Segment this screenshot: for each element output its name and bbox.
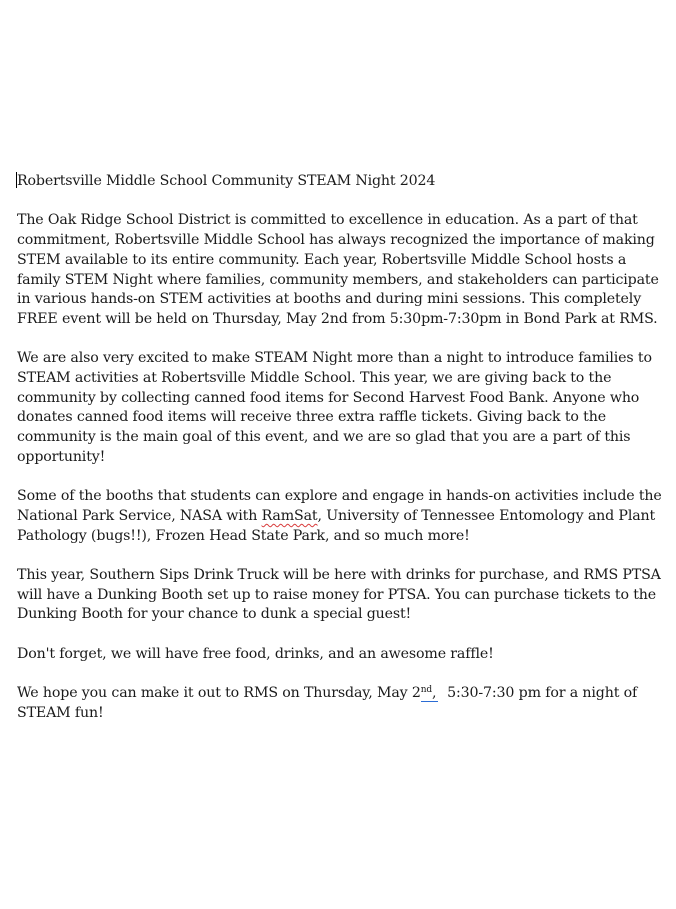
spelling-error-word[interactable]: RamSat bbox=[261, 507, 318, 524]
paragraph-free-food: Don't forget, we will have free food, drinks, and an awesome raffle! bbox=[17, 645, 494, 662]
paragraph-giving-back: We are also very excited to make STEAM Night more than a night to introduce families to STEAM activities at Robertsville Middle School. This year, we are giving back to the community by collecting canned food items for Second Harvest Food Bank. Anyone who donates canned food items will receive three extra raffle tickets. Giving back to the community is the main goal of this event, and we are so glad that you are a part of this opportunity! bbox=[17, 350, 652, 465]
paragraph-closing bbox=[17, 684, 669, 723]
document-body[interactable] bbox=[17, 172, 669, 743]
document-title bbox=[17, 172, 669, 192]
ordinal-superscript: nd bbox=[420, 685, 433, 696]
paragraph-intro: The Oak Ridge School District is committed to excellence in education. As a part of that commitment, Robertsville Middle School has always recognized the importance of making STEM available to its entire community. Each year, Robertsville Middle School hosts a family STEM Night where families, community members, and stakeholders can participate in various hands-on STEM activities at booths and during mini sessions. This completely FREE event will be held on Thursday, May 2nd from 5:30pm-7:30pm in Bond Park at RMS. bbox=[17, 212, 659, 327]
paragraph-drink-truck: This year, Southern Sips Drink Truck will be here with drinks for purchase, and RMS PTSA will have a Dunking Booth set up to raise money for PTSA. You can purchase tickets to the Dunking Booth for your chance to dunk a special guest! bbox=[17, 567, 661, 623]
paragraph-closing-end: 5:30-7:30 pm for a night of STEAM fun! bbox=[17, 685, 642, 721]
formatting-flag[interactable] bbox=[421, 685, 439, 702]
paragraph-booths-start: Some of the booths that students can explore and engage in hands-on activities include the National Park Service, NASA with bbox=[17, 488, 662, 524]
document-title-text: Robertsville Middle School Community STEAM Night 2024 bbox=[17, 173, 436, 189]
paragraph-booths bbox=[17, 487, 669, 546]
paragraph-booths-end: , University of Tennessee Entomology and Plant Pathology (bugs!!), Frozen Head State Park, and so much more! bbox=[17, 507, 656, 544]
paragraph-closing-start: We hope you can make it out to RMS on Thursday, May 2 bbox=[17, 685, 421, 702]
flagged-comma: , bbox=[432, 685, 437, 702]
